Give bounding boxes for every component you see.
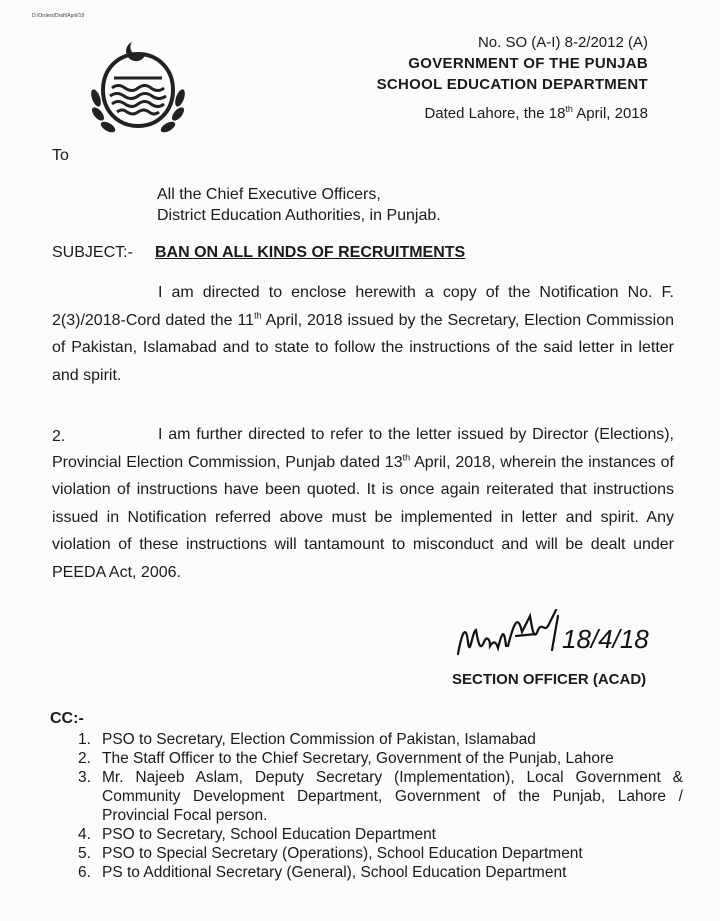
department-heading: SCHOOL EDUCATION DEPARTMENT (376, 76, 648, 93)
address-line-2: District Education Authorities, in Punjab. (157, 207, 441, 224)
paragraph-2-number: 2. (52, 428, 66, 445)
file-path-note: D:/Orders/Draft/April/18 (32, 13, 85, 19)
letter-date: Dated Lahore, the 18th April, 2018 (424, 104, 648, 122)
list-item: 4. PSO to Secretary, School Education Department (78, 826, 436, 843)
to-label: To (52, 147, 69, 164)
punjab-government-seal-icon (88, 38, 188, 138)
list-item: 6. PS to Additional Secretary (General), School Education Department (78, 864, 567, 881)
list-item: 3. Mr. Najeeb Aslam, Deputy Secretary (Implementation), Local Government & Community Development Department, Government of the Punjab, Lahore / Provincial Focal person. (78, 769, 683, 824)
cc-label: CC:- (50, 710, 84, 727)
section-officer-title: SECTION OFFICER (ACAD) (452, 671, 647, 688)
svg-text:18/4/18: 18/4/18 (562, 624, 649, 654)
handwritten-signature (452, 602, 677, 672)
subject-label: SUBJECT:- (52, 244, 133, 261)
paragraph-1: I am directed to enclose herewith a copy of the Notification No. F. 2(3)/2018-Cord dated the 11th April, 2018 issued by the Secretary, Election Commission of Pakistan, Islamabad and to state to follow the instructions of the said letter in letter and spirit. (52, 284, 675, 384)
list-item: 1. PSO to Secretary, Election Commission of Pakistan, Islamabad (78, 731, 536, 748)
paragraph-2: I am further directed to refer to the letter issued by Director (Elections), Provincial Election Commission, Punjab dated 13th April, 2018, wherein the instances of violation of instructions have been quoted. It is once again reiterated that instructions issued in Notification referred above must be implemented in letter and spirit. Any violation of these instructions will tantamount to misconduct and will be dealt under PEEDA Act, 2006. (52, 426, 674, 581)
subject-title: BAN ON ALL KINDS OF RECRUITMENTS (155, 244, 466, 261)
reference-number: No. SO (A-I) 8-2/2012 (A) (477, 34, 648, 51)
list-item: 2. The Staff Officer to the Chief Secretary, Government of the Punjab, Lahore (78, 750, 614, 767)
address-line-1: All the Chief Executive Officers, (157, 186, 381, 203)
list-item: 5. PSO to Special Secretary (Operations), School Education Department (78, 845, 583, 862)
cc-list (78, 730, 683, 882)
government-heading: GOVERNMENT OF THE PUNJAB (408, 55, 648, 72)
